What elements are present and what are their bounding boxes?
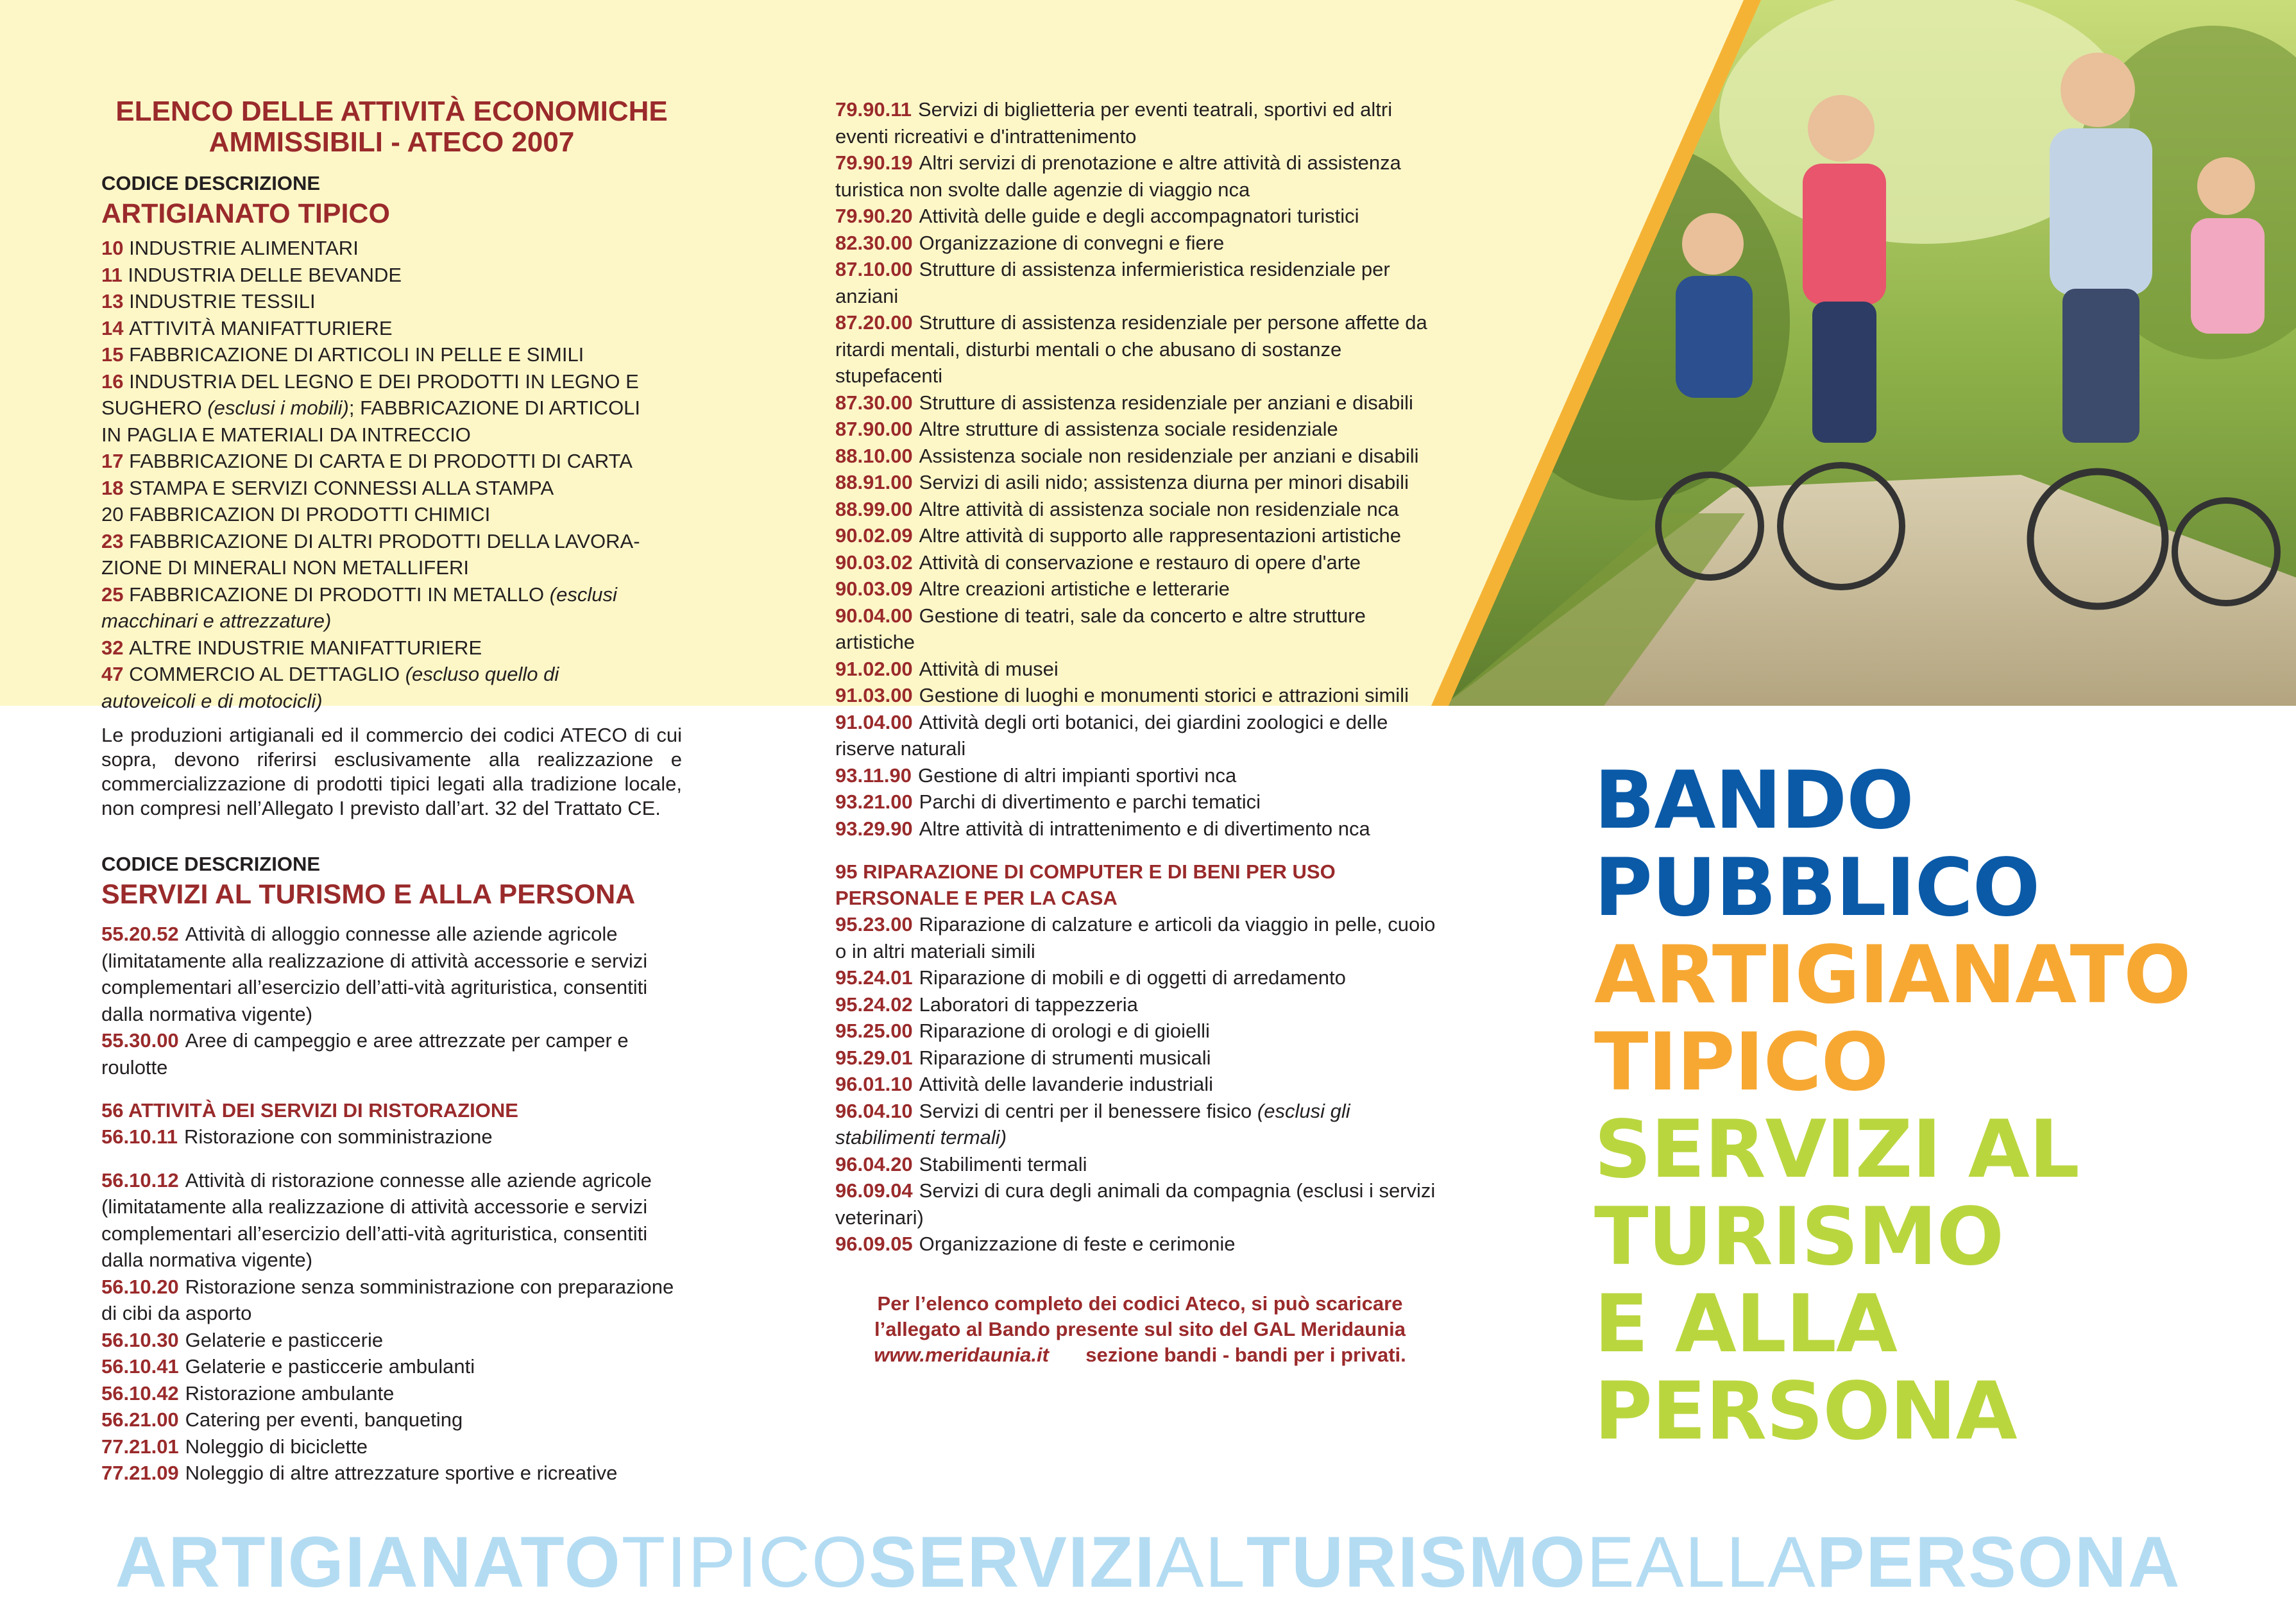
ateco-code: 18 <box>101 476 130 499</box>
activity-text: Stabilimenti termali <box>919 1152 1087 1175</box>
column-left <box>101 96 682 1487</box>
list-item <box>835 1071 1445 1098</box>
section-title-artigianato: ARTIGIANATO TIPICO <box>101 198 390 229</box>
ateco-code: 95.24.02 <box>835 993 913 1016</box>
activity-text: STAMPA E SERVIZI CONNESSI ALLA STAMPA <box>129 476 554 499</box>
activity-text: Riparazione di calzature e articoli da viaggio in pelle, cuoio o in altri materiali simili <box>835 913 1436 962</box>
activity-text: ALTRE INDUSTRIE MANIFATTURIERE <box>129 636 482 659</box>
activity-text: Gestione di altri impianti sportivi nca <box>917 764 1237 787</box>
activity-text: Servizi di cura degli animali da compagnia (esclusi i servizi veterinari) <box>835 1179 1436 1229</box>
list-item <box>101 1460 682 1487</box>
website-link[interactable]: www.meridaunia.it <box>874 1343 1049 1366</box>
activity-text: COMMERCIO AL DETTAGLIO <box>129 663 405 685</box>
list-item <box>101 1406 682 1433</box>
activity-text: Altre attività di assistenza sociale non residenziale nca <box>919 497 1399 520</box>
list-item <box>835 1231 1445 1258</box>
column-header: CODICE DESCRIZIONE <box>101 172 321 194</box>
activity-text: Altre attività di supporto alle rappresentazioni artistiche <box>919 524 1401 547</box>
list-item <box>101 1380 682 1407</box>
activity-text: FABBRICAZIONE DI PRODOTTI IN METALLO <box>129 583 550 606</box>
ateco-code: 25 <box>101 583 130 606</box>
list-item <box>835 443 1445 470</box>
ateco-code: 79.90.20 <box>835 205 913 227</box>
ateco-code: 90.04.00 <box>835 604 913 627</box>
ateco-code: 95.29.01 <box>835 1046 913 1069</box>
artigianato-note: Le produzioni artigianali ed il commercio dei codici ATECO di cui sopra, devono riferirsi esclusivamente alla realizzazione e commercializzazione di prodotti tipici legati alla tradizione locale, non compresi nell’Allegato I previsto dall’art. 32 del Trattato CE. <box>101 724 682 819</box>
list-item <box>101 921 682 1027</box>
ateco-code: 14 <box>101 316 130 339</box>
bando-title-line-3: ARTIGIANATO <box>1594 929 2191 1021</box>
artigianato-line <box>101 635 682 662</box>
ateco-code: 47 <box>101 663 130 685</box>
list-item <box>835 203 1445 230</box>
artigianato-line <box>101 368 682 395</box>
activity-note: autoveicoli e di motocicli) <box>101 689 323 712</box>
ateco-code: 16 <box>101 370 130 393</box>
artigianato-line <box>101 262 682 289</box>
list-item <box>835 309 1445 389</box>
ateco-code: 79.90.11 <box>835 98 912 121</box>
banner-word: ARTIGIANATO <box>115 1522 622 1602</box>
ateco-code: 56.10.41 <box>101 1355 179 1378</box>
ateco-code: 87.90.00 <box>835 418 913 440</box>
activity-text: 20 FABBRICAZION DI PRODOTTI CHIMICI <box>101 503 491 525</box>
ateco-code: 96.01.10 <box>835 1073 913 1095</box>
list-item <box>835 469 1445 496</box>
ateco-code: 87.20.00 <box>835 311 913 334</box>
list-item <box>835 149 1445 203</box>
ateco-code: 96.04.20 <box>835 1152 913 1175</box>
artigianato-line <box>101 581 682 608</box>
artigianato-line <box>101 341 682 368</box>
activity-text: FABBRICAZIONE DI CARTA E DI PRODOTTI DI CARTA <box>129 450 633 472</box>
activity-text: Servizi di biglietteria per eventi teatrali, sportivi ed altri eventi ricreativi e d'intrattenimento <box>835 98 1393 148</box>
list-item <box>835 96 1445 149</box>
ateco-code: 91.04.00 <box>835 710 913 733</box>
activity-text: Assistenza sociale non residenziale per anziani e disabili <box>919 444 1419 467</box>
activity-text: Attività di musei <box>919 657 1059 680</box>
subsection-95: 95 RIPARAZIONE DI COMPUTER E DI BENI PER USO PERSONALE E PER LA CASA <box>835 860 1336 909</box>
list-item <box>101 1167 682 1274</box>
ateco-code: 56.10.42 <box>101 1381 179 1405</box>
activity-text: Organizzazione di convegni e fiere <box>919 231 1225 254</box>
activity-text: Gelaterie e pasticcerie <box>185 1328 384 1351</box>
list-item <box>835 256 1445 309</box>
ateco-code: 93.11.90 <box>835 764 912 787</box>
activity-text: Ristorazione con somministrazione <box>183 1125 493 1148</box>
bando-title <box>1594 755 2274 1458</box>
activity-text: Attività degli orti botanici, dei giardini zoologici e delle riserve naturali <box>835 710 1388 760</box>
activity-text: Ristorazione ambulante <box>185 1381 395 1405</box>
bottom-banner <box>0 1524 2296 1601</box>
bando-title-line-4: TIPICO <box>1594 1016 1889 1109</box>
list-title-line-1: ELENCO DELLE ATTIVITÀ ECONOMICHE <box>115 96 668 127</box>
activity-text: Aree di campeggio e aree attrezzate per camper e roulotte <box>101 1029 629 1079</box>
activity-text: Parchi di divertimento e parchi tematici <box>919 790 1261 813</box>
middle-list-b <box>835 911 1445 1258</box>
activity-text: INDUSTRIA DELLE BEVANDE <box>128 263 402 286</box>
ateco-code: 91.03.00 <box>835 684 913 706</box>
activity-text: SUGHERO <box>101 397 208 419</box>
bando-title-line-2: PUBBLICO <box>1594 842 2040 934</box>
banner-word: EALLA <box>1586 1522 1817 1602</box>
artigianato-line <box>101 528 682 555</box>
list-item <box>835 991 1445 1018</box>
ateco-code: 32 <box>101 636 130 659</box>
ateco-code: 96.04.10 <box>835 1099 913 1122</box>
activity-text: Strutture di assistenza residenziale per persone affette da ritardi mentali, disturbi mentali o che abusano di sostanze stupefacenti <box>835 311 1427 387</box>
bando-title-line-5: SERVIZI AL <box>1594 1104 2079 1196</box>
activity-note: (esclusi <box>549 583 617 606</box>
list-item <box>835 1098 1445 1151</box>
list-item <box>835 496 1445 523</box>
activity-text: Altre creazioni artistiche e letterarie <box>919 577 1230 600</box>
activity-note: (escluso quello di <box>405 663 559 685</box>
middle-list-a <box>835 96 1445 842</box>
activity-text: Riparazione di strumenti musicali <box>919 1046 1211 1069</box>
ateco-code: 93.21.00 <box>835 790 913 813</box>
artigianato-line <box>101 448 682 475</box>
activity-note: macchinari e attrezzature) <box>101 610 332 632</box>
ateco-code: 91.02.00 <box>835 657 913 680</box>
activity-text: ZIONE DI MINERALI NON METALLIFERI <box>101 556 470 579</box>
ateco-code: 93.29.90 <box>835 817 913 840</box>
ateco-code: 95.25.00 <box>835 1020 913 1042</box>
artigianato-line <box>101 315 682 342</box>
activity-text: Attività di ristorazione connesse alle aziende agricole (limitatamente alla realizzazione di attività accessorie e servizi complementari all’esercizio dell’atti-vità agrituristica, consentiti dalla normativa vigente) <box>101 1168 652 1271</box>
list-item <box>101 1353 682 1380</box>
column-middle <box>835 96 1445 1368</box>
ateco-code: 56.10.30 <box>101 1328 179 1351</box>
ateco-code: 95.23.00 <box>835 913 913 935</box>
banner-word: AL <box>1155 1522 1246 1602</box>
list-title <box>101 96 682 158</box>
artigianato-list <box>101 235 682 714</box>
ateco-code: 15 <box>101 343 130 366</box>
ateco-code: 55.30.00 <box>101 1029 179 1052</box>
section-title-servizi: SERVIZI AL TURISMO E ALLA PERSONA <box>101 879 636 910</box>
ateco-code: 56.10.12 <box>101 1168 179 1192</box>
artigianato-line <box>101 288 682 315</box>
artigianato-line <box>101 395 682 422</box>
ateco-code: 79.90.19 <box>835 151 913 174</box>
activity-text: INDUSTRIA DEL LEGNO E DEI PRODOTTI IN LEGNO E <box>129 370 639 393</box>
ateco-code: 88.91.00 <box>835 471 913 493</box>
list-item <box>101 1274 682 1327</box>
ateco-code: 77.21.09 <box>101 1462 179 1484</box>
ateco-code: 17 <box>101 450 130 472</box>
activity-text: Organizzazione di feste e cerimonie <box>919 1233 1236 1255</box>
list-title-line-2: AMMISSIBILI - ATECO 2007 <box>208 126 575 158</box>
list-item <box>835 1018 1445 1045</box>
activity-note: (esclusi gli stabilimenti termali) <box>835 1099 1350 1149</box>
artigianato-line <box>101 661 682 688</box>
list-item <box>835 682 1445 709</box>
servizi-list-a <box>101 921 682 1081</box>
activity-text: Riparazione di orologi e di gioielli <box>919 1020 1210 1042</box>
activity-text: Altri servizi di prenotazione e altre attività di assistenza turistica non svolte dalle agenzie di viaggio nca <box>835 151 1401 201</box>
artigianato-line <box>101 235 682 262</box>
ateco-code: 90.02.09 <box>835 524 913 547</box>
activity-text: IN PAGLIA E MATERIALI DA INTRECCIO <box>101 423 471 446</box>
download-note-line-2: l’allegato al Bando presente sul sito del GAL Meridaunia <box>874 1317 1406 1340</box>
download-note-section: sezione bandi - bandi per i privati. <box>1085 1343 1406 1366</box>
list-item <box>101 1123 682 1150</box>
artigianato-line <box>101 475 682 502</box>
activity-text: Altre strutture di assistenza sociale residenziale <box>919 418 1338 440</box>
ateco-code: 56.21.00 <box>101 1408 179 1431</box>
banner-word: TURISMO <box>1246 1522 1587 1602</box>
ateco-code: 87.30.00 <box>835 391 913 414</box>
download-note-line-3 <box>835 1342 1445 1368</box>
activity-text: Noleggio di altre attrezzature sportive e ricreative <box>185 1462 618 1484</box>
list-item <box>835 389 1445 416</box>
activity-text: Riparazione di mobili e di oggetti di arredamento <box>919 966 1346 989</box>
ateco-code: 23 <box>101 529 130 552</box>
list-item <box>835 656 1445 683</box>
list-item <box>835 709 1445 762</box>
ateco-code: 11 <box>101 263 128 286</box>
list-item <box>835 964 1445 991</box>
list-item <box>835 1151 1445 1178</box>
activity-text: Servizi di asili nido; assistenza diurna per minori disabili <box>919 471 1409 493</box>
activity-text: Gestione di luoghi e monumenti storici e attrazioni simili <box>919 684 1409 706</box>
list-item <box>101 1327 682 1354</box>
ateco-code: 77.21.01 <box>101 1435 179 1458</box>
download-note <box>835 1291 1445 1368</box>
list-item <box>835 522 1445 549</box>
ateco-code: 88.99.00 <box>835 497 913 520</box>
activity-text: FABBRICAZIONE DI ARTICOLI IN PELLE E SIMILI <box>129 343 584 366</box>
activity-text: INDUSTRIE TESSILI <box>129 290 316 312</box>
artigianato-line <box>101 501 682 528</box>
artigianato-line <box>101 554 682 581</box>
list-item <box>835 816 1445 842</box>
artigianato-line <box>101 608 682 635</box>
list-item <box>835 1045 1445 1072</box>
activity-text: Laboratori di tappezzeria <box>919 993 1138 1016</box>
artigianato-line <box>101 688 682 715</box>
activity-text: ATTIVITÀ MANIFATTURIERE <box>129 316 393 339</box>
activity-text: Attività di alloggio connesse alle aziende agricole (limitatamente alla realizzazione di attività accessorie e servizi complementari all’esercizio dell’atti-vità agrituristica, consentiti dalla normativa vigente) <box>101 923 648 1025</box>
activity-text: INDUSTRIE ALIMENTARI <box>129 237 359 259</box>
bando-title-line-7: E ALLA <box>1594 1278 1897 1371</box>
servizi-list-b <box>101 1123 682 1150</box>
activity-text: Strutture di assistenza infermieristica residenziale per anziani <box>835 258 1390 307</box>
ateco-code: 96.09.05 <box>835 1233 913 1255</box>
list-item <box>835 911 1445 964</box>
ateco-code: 55.20.52 <box>101 923 179 945</box>
activity-text: Catering per eventi, banqueting <box>185 1408 463 1431</box>
list-item <box>835 789 1445 816</box>
servizi-list-c <box>101 1167 682 1487</box>
activity-text: Attività delle guide e degli accompagnatori turistici <box>919 205 1359 227</box>
activity-text: Noleggio di biciclette <box>185 1435 368 1458</box>
list-item <box>101 1433 682 1460</box>
list-item <box>101 1027 682 1081</box>
ateco-code: 90.03.09 <box>835 577 913 600</box>
activity-text: Altre attività di intrattenimento e di divertimento nca <box>919 817 1370 840</box>
ateco-code: 10 <box>101 237 130 259</box>
activity-text: Strutture di assistenza residenziale per anziani e disabili <box>919 391 1413 414</box>
activity-text: Gestione di teatri, sale da concerto e altre strutture artistiche <box>835 604 1366 653</box>
list-item <box>835 762 1445 789</box>
ateco-code: 87.10.00 <box>835 258 913 280</box>
activity-text: Servizi di centri per il benessere fisico <box>919 1099 1257 1122</box>
ateco-code: 90.03.02 <box>835 551 913 574</box>
list-item <box>835 602 1445 656</box>
list-item <box>835 230 1445 257</box>
banner-word: SERVIZI <box>869 1522 1156 1602</box>
banner-word: TIPICO <box>621 1522 869 1602</box>
bando-title-line-1: BANDO <box>1594 755 1914 847</box>
subsection-56: 56 ATTIVITÀ DEI SERVIZI DI RISTORAZIONE <box>101 1099 518 1122</box>
list-item <box>835 576 1445 602</box>
activity-text: ; FABBRICAZIONE DI ARTICOLI <box>348 397 641 419</box>
banner-word: PERSONA <box>1816 1522 2181 1602</box>
activity-text: Attività di conservazione e restauro di opere d'arte <box>919 551 1361 574</box>
ateco-code: 88.10.00 <box>835 444 913 467</box>
activity-text: Gelaterie e pasticcerie ambulanti <box>185 1355 475 1378</box>
artigianato-line <box>101 422 682 448</box>
bando-title-line-8: PERSONA <box>1594 1365 2017 1458</box>
ateco-code: 82.30.00 <box>835 231 913 254</box>
ateco-code: 96.09.04 <box>835 1179 913 1202</box>
activity-text: FABBRICAZIONE DI ALTRI PRODOTTI DELLA LAVORA- <box>129 529 640 552</box>
ateco-code: 13 <box>101 290 130 312</box>
download-note-line-1: Per l’elenco completo dei codici Ateco, si può scaricare <box>877 1292 1403 1315</box>
column-header-2: CODICE DESCRIZIONE <box>101 853 321 875</box>
ateco-code: 56.10.11 <box>101 1125 178 1148</box>
activity-text: Ristorazione senza somministrazione con preparazione di cibi da asporto <box>101 1275 674 1324</box>
list-item <box>835 549 1445 576</box>
list-item <box>835 416 1445 443</box>
list-item <box>835 1177 1445 1231</box>
bando-title-line-6: TURISMO <box>1594 1191 2004 1283</box>
ateco-code: 95.24.01 <box>835 966 913 989</box>
ateco-code: 56.10.20 <box>101 1275 179 1298</box>
activity-note: (esclusi i mobili) <box>207 397 349 419</box>
activity-text: Attività delle lavanderie industriali <box>919 1073 1214 1095</box>
